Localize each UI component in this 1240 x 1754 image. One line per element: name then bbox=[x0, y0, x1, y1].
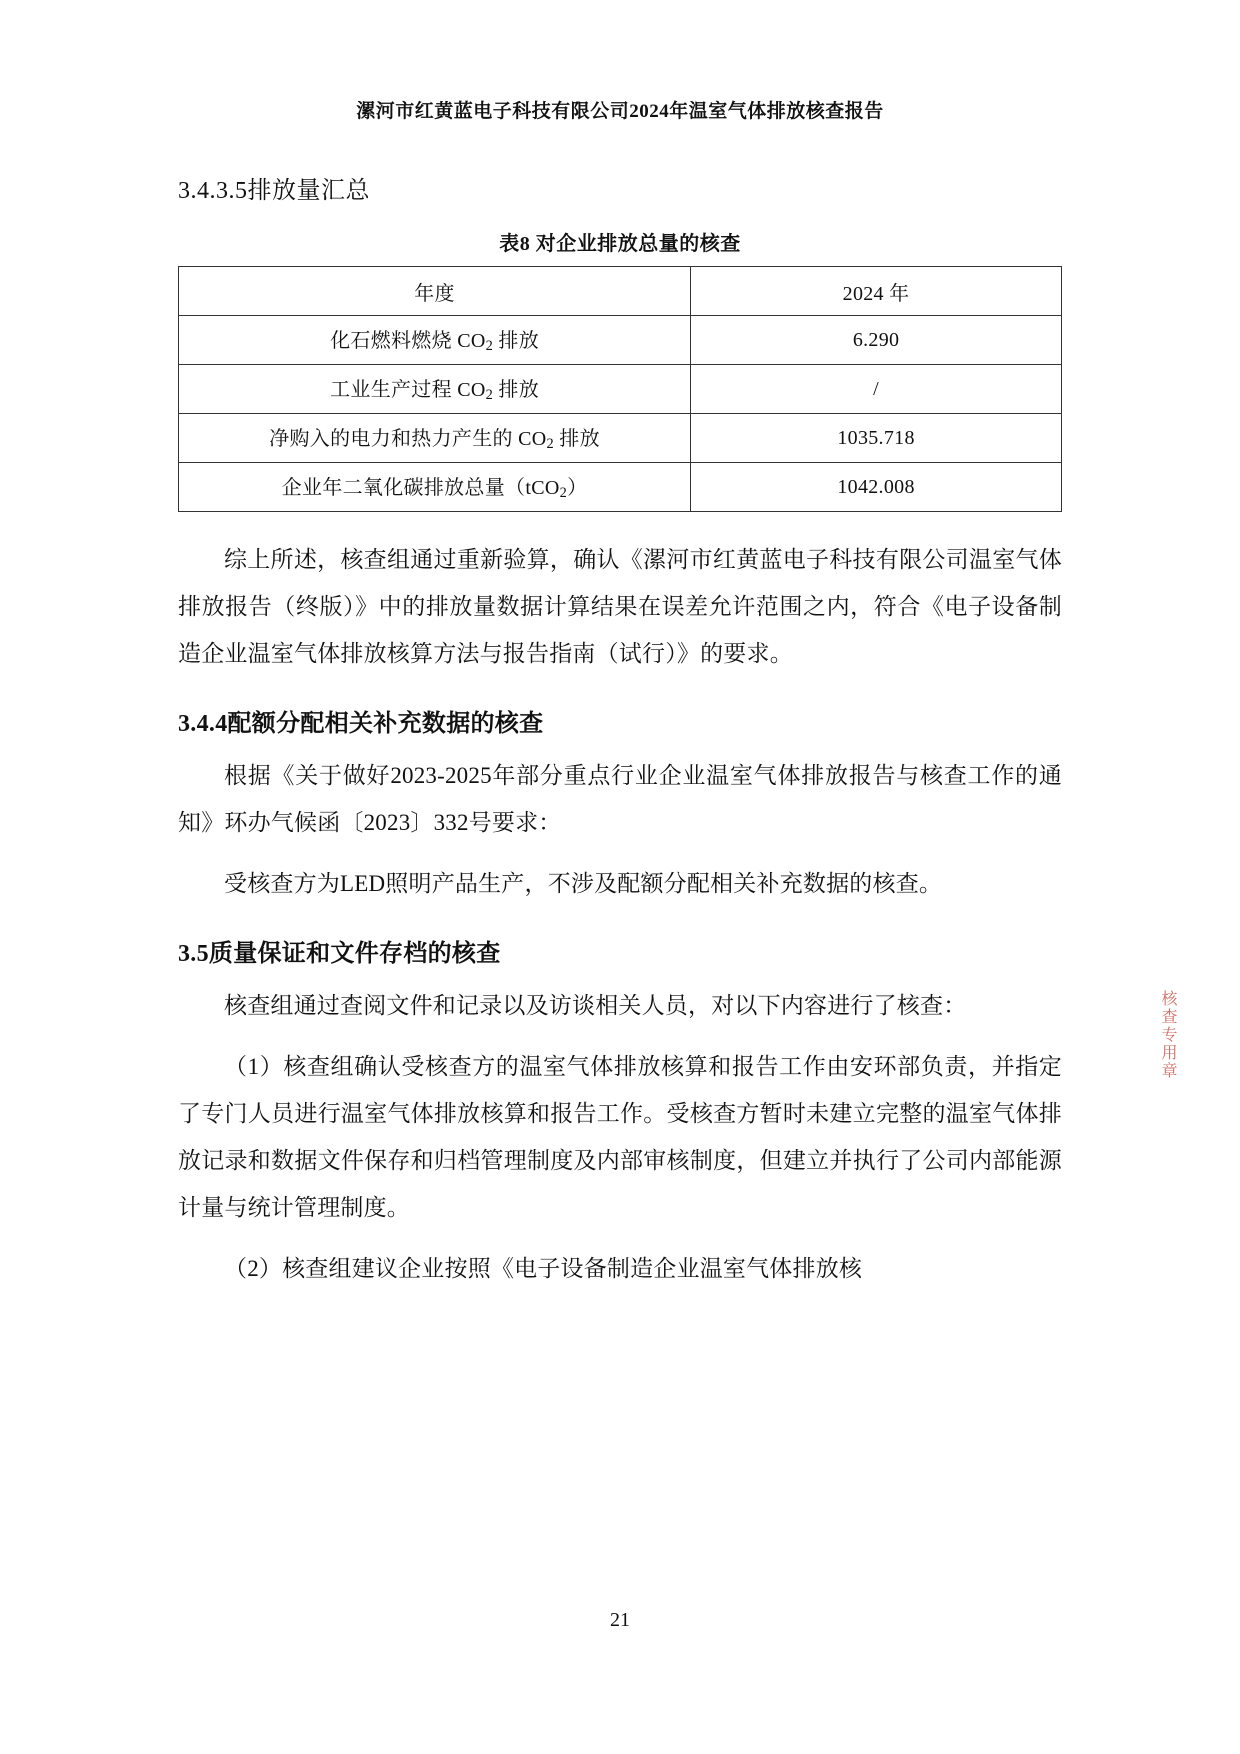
page-header: 漯河市红黄蓝电子科技有限公司2024年温室气体排放核查报告 bbox=[356, 101, 884, 122]
table-cell-value: 1035.718 bbox=[691, 414, 1062, 463]
page-content bbox=[178, 170, 1062, 1292]
page-number: 21 bbox=[610, 1609, 630, 1631]
emissions-summary-table bbox=[178, 266, 1062, 512]
table-cell-value: 1042.008 bbox=[691, 463, 1062, 512]
table-cell-label: 工业生产过程 $CO_2$ 排放 bbox=[179, 365, 691, 414]
section-heading-3-5: 3.5质量保证和文件存档的核查 bbox=[178, 941, 501, 967]
paragraph-item-2: （2）核查组建议企业按照《电子设备制造企业温室气体排放核 bbox=[224, 1256, 863, 1281]
table-cell-value: 2024 年 bbox=[691, 267, 1062, 316]
table-row bbox=[179, 365, 1062, 414]
paragraph-no-allowance-data: 受核查方为LED照明产品生产，不涉及配额分配相关补充数据的核查。 bbox=[224, 871, 943, 896]
table-row bbox=[179, 414, 1062, 463]
paragraph-conclusion: 综上所述，核查组通过重新验算，确认《漯河市红黄蓝电子科技有限公司温室气体排放报告（终版）》中的排放量数据计算结果在误差允许范围之内，符合《电子设备制造企业温室气体排放核算方法与报告指南（试行）》的要求。 bbox=[178, 547, 1062, 666]
paragraph-review-intro: 核查组通过查阅文件和记录以及访谈相关人员，对以下内容进行了核查： bbox=[224, 993, 967, 1018]
red-stamp-mark: 核查专用章 bbox=[1159, 990, 1176, 1080]
table-row bbox=[179, 463, 1062, 512]
table-row bbox=[179, 316, 1062, 365]
table-cell-value: / bbox=[691, 365, 1062, 414]
section-heading-3-4-4: 3.4.4配额分配相关补充数据的核查 bbox=[178, 711, 544, 737]
section-heading-3-4-3-5: 3.4.3.5排放量汇总 bbox=[178, 178, 370, 204]
table-cell-label: 化石燃料燃烧 $CO_2$ 排放 bbox=[179, 316, 691, 365]
paragraph-item-1: （1）核查组确认受核查方的温室气体排放核算和报告工作由安环部负责，并指定了专门人员进行温室气体排放核算和报告工作。受核查方暂时未建立完整的温室气体排放记录和数据文件保存和归档管理制度及内部审核制度，但建立并执行了公司内部能源计量与统计管理制度。 bbox=[178, 1054, 1062, 1220]
table-cell-label: 年度 bbox=[179, 267, 691, 316]
table-cell-label: 净购入的电力和热力产生的 $CO_2$ 排放 bbox=[179, 414, 691, 463]
paragraph-notice-basis: 根据《关于做好2023-2025年部分重点行业企业温室气体排放报告与核查工作的通知》环办气候函〔2023〕332号要求： bbox=[178, 763, 1062, 835]
table-caption: 表8 对企业排放总量的核查 bbox=[499, 233, 741, 255]
table-cell-value: 6.290 bbox=[691, 316, 1062, 365]
table-cell-label: 企业年二氧化碳排放总量（tCO$_2$） bbox=[179, 463, 691, 512]
table-row bbox=[179, 267, 1062, 316]
